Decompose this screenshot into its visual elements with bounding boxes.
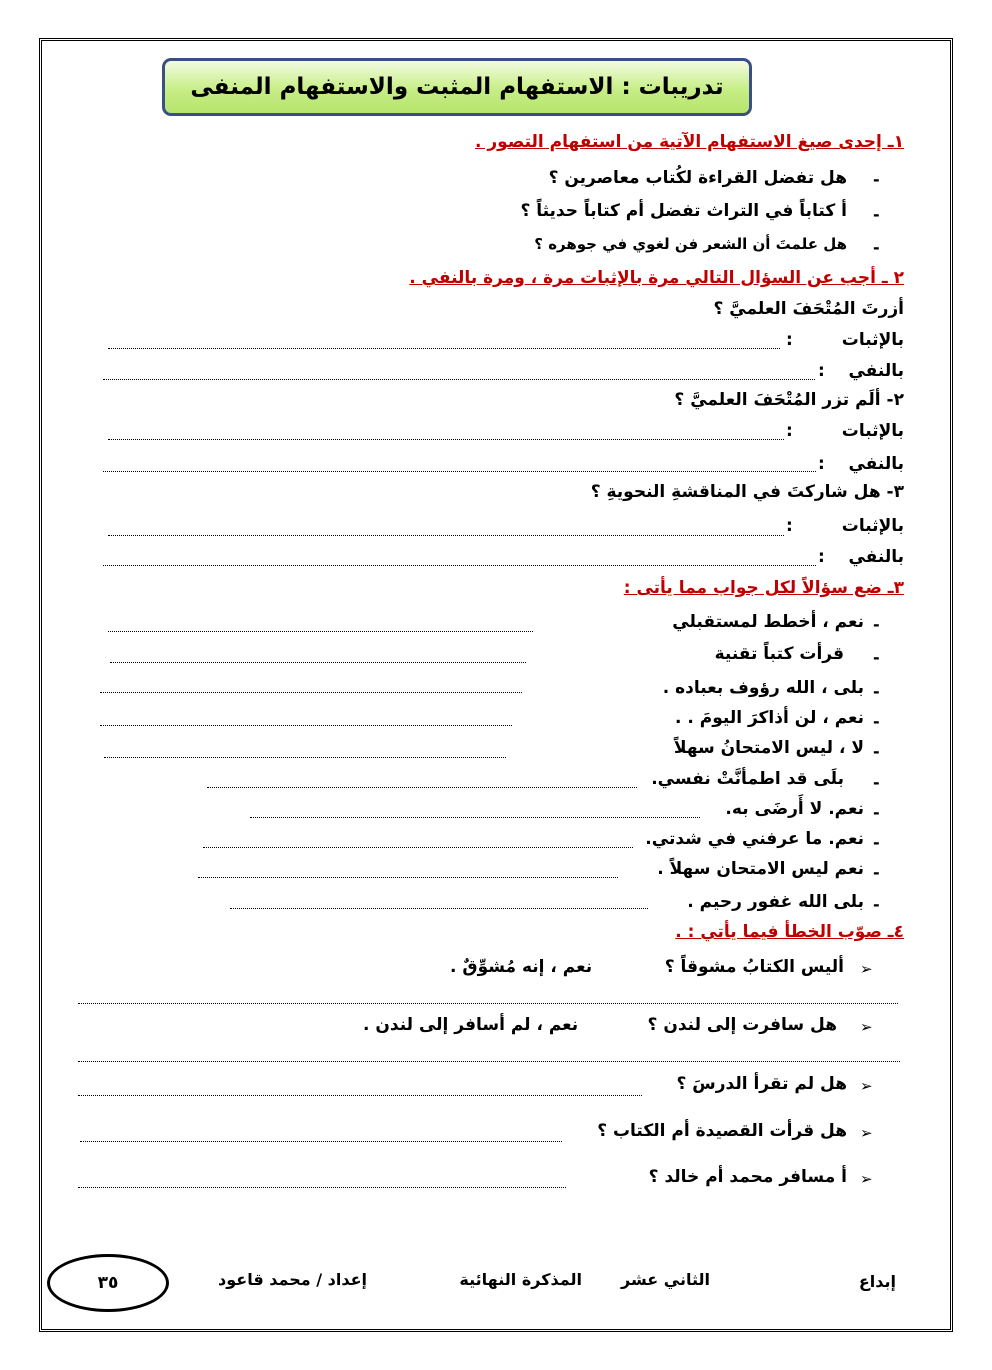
list-bullet: - bbox=[873, 712, 880, 731]
question: ٣- هل شاركتَ في المناقشةِ النحويةِ ؟ bbox=[590, 482, 904, 502]
correction-line[interactable] bbox=[80, 1141, 562, 1142]
list-bullet: - bbox=[873, 238, 880, 257]
list-bullet: - bbox=[873, 742, 880, 761]
arrow-bullet-icon: ➢ bbox=[860, 1077, 873, 1095]
correction-line[interactable] bbox=[78, 1003, 898, 1004]
question: ٢- ألَم تزر المُتْحَفَ العلميَّ ؟ bbox=[674, 390, 904, 410]
section1-heading: ١ـ إحدى صيغ الاستفهام الآتية من استفهام التصور . bbox=[475, 132, 904, 152]
question-line[interactable] bbox=[104, 757, 506, 758]
list-bullet: - bbox=[873, 833, 880, 852]
answer-item: لا ، ليس الامتحانُ سهلاً bbox=[673, 738, 864, 758]
list-bullet: - bbox=[873, 895, 880, 914]
answer-line[interactable] bbox=[103, 379, 815, 380]
question-line[interactable] bbox=[100, 725, 512, 726]
question-line[interactable] bbox=[203, 847, 633, 848]
answer-line[interactable] bbox=[108, 535, 784, 536]
list-bullet: - bbox=[873, 863, 880, 882]
question: أ مسافر محمد أم خالد ؟ bbox=[648, 1167, 847, 1187]
question-line[interactable] bbox=[108, 631, 533, 632]
negate-label: بالنفي bbox=[848, 547, 904, 567]
colon: : bbox=[786, 516, 793, 536]
negate-label: بالنفي bbox=[848, 361, 904, 381]
negate-label: بالنفي bbox=[848, 454, 904, 474]
answer-item: نعم ، أخطط لمستقبلي bbox=[672, 612, 864, 632]
question-line[interactable] bbox=[100, 692, 522, 693]
answer-item: نعم ، لن أذاكرَ اليومَ . . bbox=[675, 708, 864, 728]
colon: : bbox=[818, 547, 825, 567]
arrow-bullet-icon: ➢ bbox=[860, 1124, 873, 1142]
answer-line[interactable] bbox=[108, 348, 780, 349]
affirm-label: بالإثبات bbox=[841, 516, 904, 536]
answer-item: بلَى قد اطمأنَّتْ نفسي. bbox=[651, 769, 844, 789]
question: أزرتَ المُتْحَفَ العلميَّ ؟ bbox=[713, 299, 904, 319]
footer-grade: الثاني عشر bbox=[621, 1270, 710, 1289]
list-item: هل تفضل القراءة لكُتاب معاصرين ؟ bbox=[548, 168, 847, 188]
section2-heading: ٢ ـ أجب عن السؤال التالي مرة بالإثبات مرة ، ومرة بالنفي . bbox=[409, 268, 904, 288]
section3-heading: ٣ـ ضع سؤالاً لكل جواب مما يأتى : bbox=[623, 578, 904, 598]
question: هل لم تقرأ الدرسَ ؟ bbox=[676, 1074, 847, 1094]
affirm-label: بالإثبات bbox=[841, 421, 904, 441]
answer: نعم ، إنه مُشوِّقٌ . bbox=[450, 957, 593, 977]
arrow-bullet-icon: ➢ bbox=[860, 1170, 873, 1188]
colon: : bbox=[818, 454, 825, 474]
answer: نعم ، لم أسافر إلى لندن . bbox=[363, 1015, 579, 1035]
arrow-bullet-icon: ➢ bbox=[860, 1018, 873, 1036]
answer-item: بلى الله غفور رحيم . bbox=[687, 892, 864, 912]
question-line[interactable] bbox=[250, 817, 700, 818]
affirm-label: بالإثبات bbox=[841, 330, 904, 350]
question-line[interactable] bbox=[207, 787, 637, 788]
arrow-bullet-icon: ➢ bbox=[860, 960, 873, 978]
answer-line[interactable] bbox=[108, 439, 784, 440]
answer-item: بلى ، الله رؤوف بعباده . bbox=[662, 678, 864, 698]
footer-author: إعداد / محمد قاعود bbox=[218, 1270, 367, 1289]
list-bullet: - bbox=[873, 682, 880, 701]
colon: : bbox=[786, 330, 793, 350]
colon: : bbox=[818, 361, 825, 381]
footer-memo: المذكرة النهائية bbox=[459, 1270, 582, 1289]
correction-line[interactable] bbox=[78, 1095, 642, 1096]
answer-item: قرأت كتباً تقنية bbox=[714, 644, 844, 664]
list-item: أ كتاباً في التراث تفضل أم كتاباً حديثاً ؟ bbox=[520, 201, 847, 221]
colon: : bbox=[786, 421, 793, 441]
list-bullet: - bbox=[873, 615, 880, 634]
answer-item: نعم. لا أَرضَى به. bbox=[725, 799, 864, 819]
answer-item: نعم. ما عرفني في شدتي. bbox=[645, 829, 864, 849]
list-bullet: - bbox=[873, 773, 880, 792]
list-bullet: - bbox=[873, 803, 880, 822]
list-bullet: - bbox=[873, 648, 880, 667]
answer-line[interactable] bbox=[103, 471, 816, 472]
answer-line[interactable] bbox=[103, 565, 816, 566]
question-line[interactable] bbox=[110, 662, 526, 663]
question-line[interactable] bbox=[198, 877, 618, 878]
page-number: ٣٥ bbox=[47, 1254, 169, 1312]
page-title: تدريبات : الاستفهام المثبت والاستفهام المنفى bbox=[162, 58, 752, 116]
list-bullet: - bbox=[873, 205, 880, 224]
section4-heading: ٤ـ صوّب الخطأ فيما يأتي : . bbox=[675, 922, 904, 942]
question: هل سافرت إلى لندن ؟ bbox=[647, 1015, 837, 1035]
question-line[interactable] bbox=[230, 908, 648, 909]
correction-line[interactable] bbox=[78, 1187, 566, 1188]
list-bullet: - bbox=[873, 170, 880, 189]
correction-line[interactable] bbox=[78, 1061, 900, 1062]
list-item: هل علمتَ أن الشعر فن لغوي في جوهره ؟ bbox=[534, 235, 847, 253]
footer-brand: إبداع bbox=[858, 1272, 896, 1291]
question: هل قرأت القصيدة أم الكتاب ؟ bbox=[597, 1121, 847, 1141]
question: أليس الكتابُ مشوقاً ؟ bbox=[664, 957, 844, 977]
answer-item: نعم ليس الامتحان سهلاً . bbox=[657, 859, 864, 879]
